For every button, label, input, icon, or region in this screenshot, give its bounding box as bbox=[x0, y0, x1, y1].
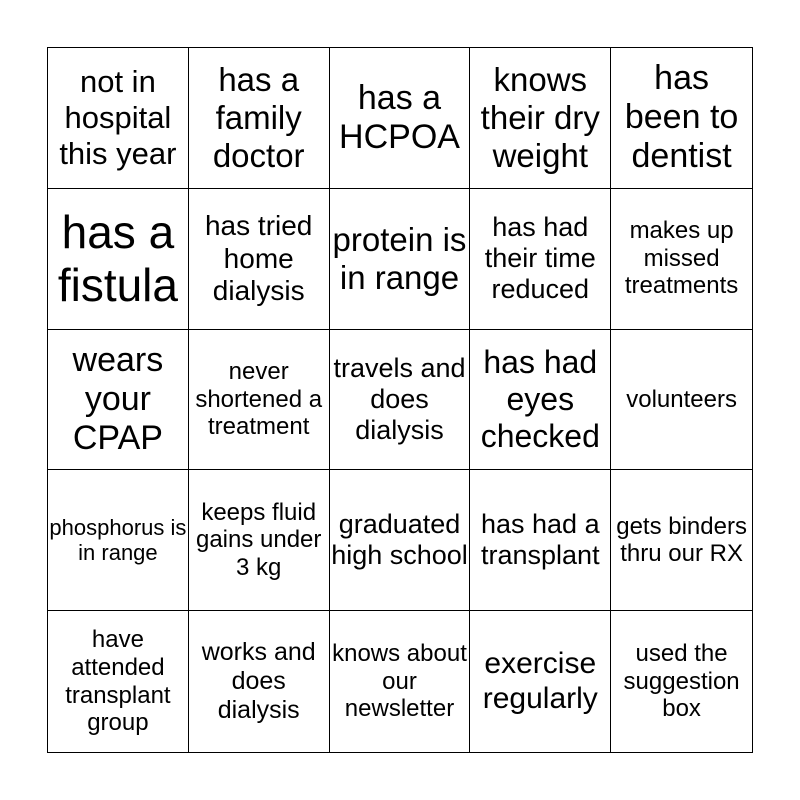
bingo-cell bbox=[189, 611, 330, 752]
cell-text: has a HCPOA bbox=[339, 78, 460, 156]
bingo-cell bbox=[611, 189, 752, 330]
cell-text: gets binders thru our RX bbox=[616, 512, 747, 568]
cell-text: volunteers bbox=[626, 385, 737, 413]
cell-text: knows about our newsletter bbox=[332, 640, 467, 723]
bingo-cell bbox=[330, 611, 471, 752]
bingo-cell bbox=[330, 189, 471, 330]
bingo-cell bbox=[470, 48, 611, 189]
bingo-cell bbox=[48, 48, 189, 189]
bingo-cell bbox=[470, 470, 611, 611]
bingo-cell bbox=[189, 470, 330, 611]
bingo-cell bbox=[470, 189, 611, 330]
bingo-cell bbox=[189, 48, 330, 189]
cell-text: exercise regularly bbox=[482, 647, 598, 715]
cell-text: phosphorus is in range bbox=[49, 514, 187, 566]
cell-text: keeps fluid gains under 3 kg bbox=[195, 498, 322, 582]
cell-text: has tried home dialysis bbox=[204, 210, 313, 306]
cell-text: works and does dialysis bbox=[201, 638, 316, 724]
bingo-cell bbox=[48, 611, 189, 752]
bingo-board bbox=[47, 47, 753, 753]
cell-text: travels and does dialysis bbox=[333, 352, 466, 446]
bingo-cell bbox=[189, 189, 330, 330]
cell-text: never shortened a treatment bbox=[195, 358, 323, 441]
cell-text: graduated high school bbox=[331, 509, 468, 571]
bingo-cell bbox=[330, 330, 471, 471]
cell-text: protein is in range bbox=[332, 220, 467, 296]
cell-text: has had their time reduced bbox=[484, 212, 596, 305]
cell-text: makes up missed treatments bbox=[624, 217, 739, 300]
cell-text: has been to dentist bbox=[624, 59, 739, 176]
cell-text: has a family doctor bbox=[212, 60, 305, 174]
bingo-cell bbox=[470, 330, 611, 471]
bingo-cell bbox=[189, 330, 330, 471]
bingo-cell bbox=[330, 48, 471, 189]
cell-text: has a fistula bbox=[57, 205, 178, 311]
bingo-cell bbox=[330, 470, 471, 611]
cell-text: not in hospital this year bbox=[59, 64, 177, 171]
bingo-cell bbox=[470, 611, 611, 752]
cell-text: knows their dry weight bbox=[480, 60, 600, 174]
bingo-cell bbox=[48, 189, 189, 330]
bingo-cell bbox=[611, 470, 752, 611]
bingo-cell bbox=[611, 48, 752, 189]
cell-text: have attended transplant group bbox=[65, 626, 171, 737]
cell-text: has had a transplant bbox=[480, 509, 600, 571]
bingo-cell bbox=[48, 330, 189, 471]
cell-text: has had eyes checked bbox=[480, 344, 600, 454]
bingo-cell bbox=[611, 611, 752, 752]
cell-text: wears your CPAP bbox=[72, 340, 164, 458]
cell-text: used the suggestion box bbox=[623, 640, 740, 723]
bingo-cell bbox=[48, 470, 189, 611]
bingo-cell bbox=[611, 330, 752, 471]
